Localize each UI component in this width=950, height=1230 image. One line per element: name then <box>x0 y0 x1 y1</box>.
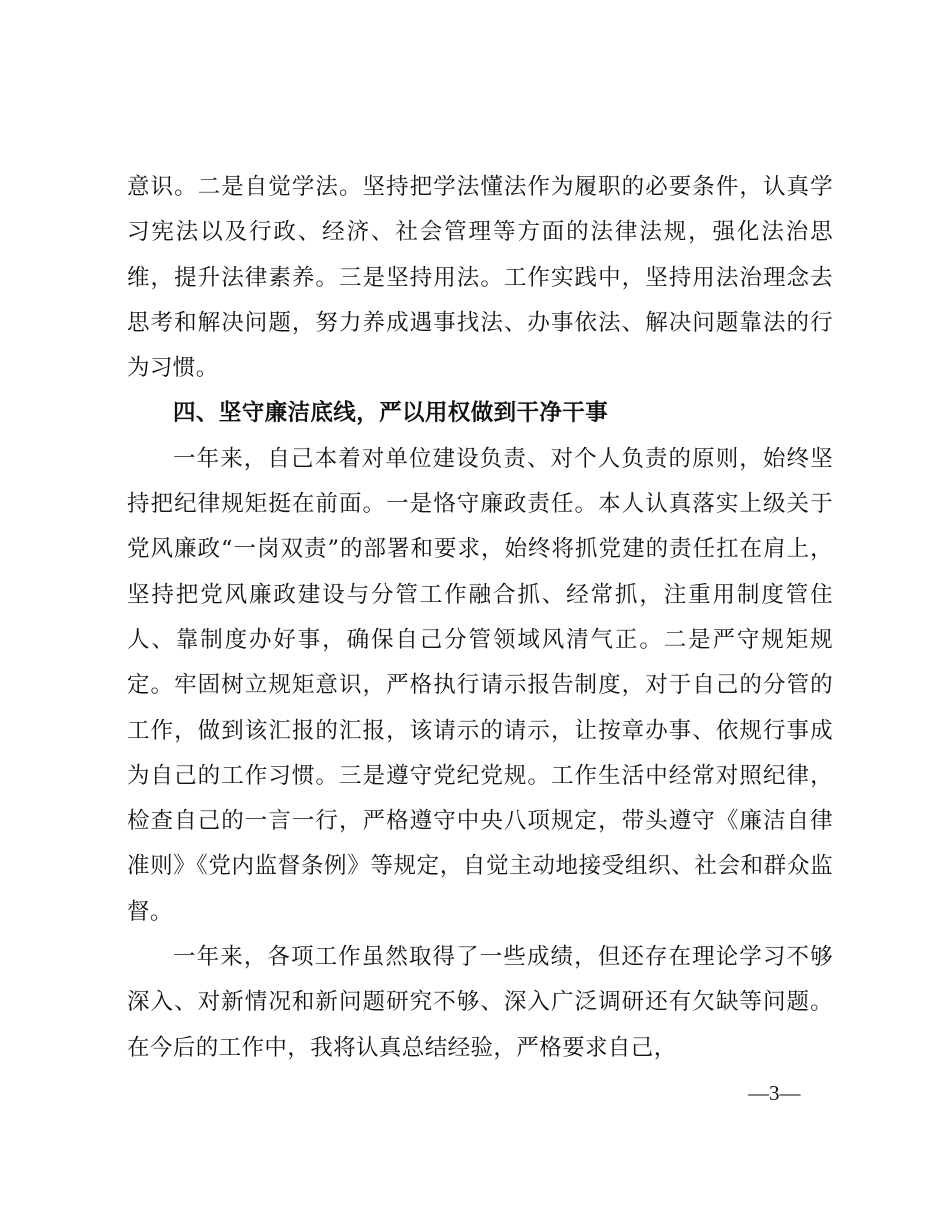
paragraph-summary: 一年来，各项工作虽然取得了一些成绩，但还存在理论学习不够深入、对新情况和新问题研究不够、深入广泛调研还有欠缺等问题。在今后的工作中，我将认真总结经验，严格要求自己， <box>127 944 833 1061</box>
paragraph-continuation: 意识。二是自觉学法。坚持把学法懂法作为履职的必要条件，认真学习宪法以及行政、经济、社会管理等方面的法律法规，强化法治思维，提升法律素养。三是坚持用法。工作实践中，坚持用法治理念去思考和解决问题，努力养成遇事找法、办事依法、解决问题靠法的行为习惯。 <box>127 174 833 382</box>
document-body <box>127 165 833 1071</box>
page-number: —3— <box>748 1081 801 1105</box>
section-heading: 四、坚守廉洁底线，严以用权做到干净干事 <box>173 400 609 427</box>
paragraph-integrity: 一年来，自己本着对单位建设负责、对个人负责的原则，始终坚持把纪律规矩挺在前面。一是恪守廉政责任。本人认真落实上级关于党风廉政“一岗双责”的部署和要求，始终将抓党建的责任扛在肩上，坚持把党风廉政建设与分管工作融合抓、经常抓，注重用制度管住人、靠制度办好事，确保自己分管领域风清气正。二是严守规矩规定。牢固树立规矩意识，严格执行请示报告制度，对于自己的分管的工作，做到该汇报的汇报，该请示的请示，让按章办事、依规行事成为自己的工作习惯。三是遵守党纪党规。工作生活中经常对照纪律，检查自己的一言一行，严格遵守中央八项规定，带头遵守《廉洁自律准则》《党内监督条例》等规定，自觉主动地接受组织、社会和群众监督。 <box>127 445 833 925</box>
